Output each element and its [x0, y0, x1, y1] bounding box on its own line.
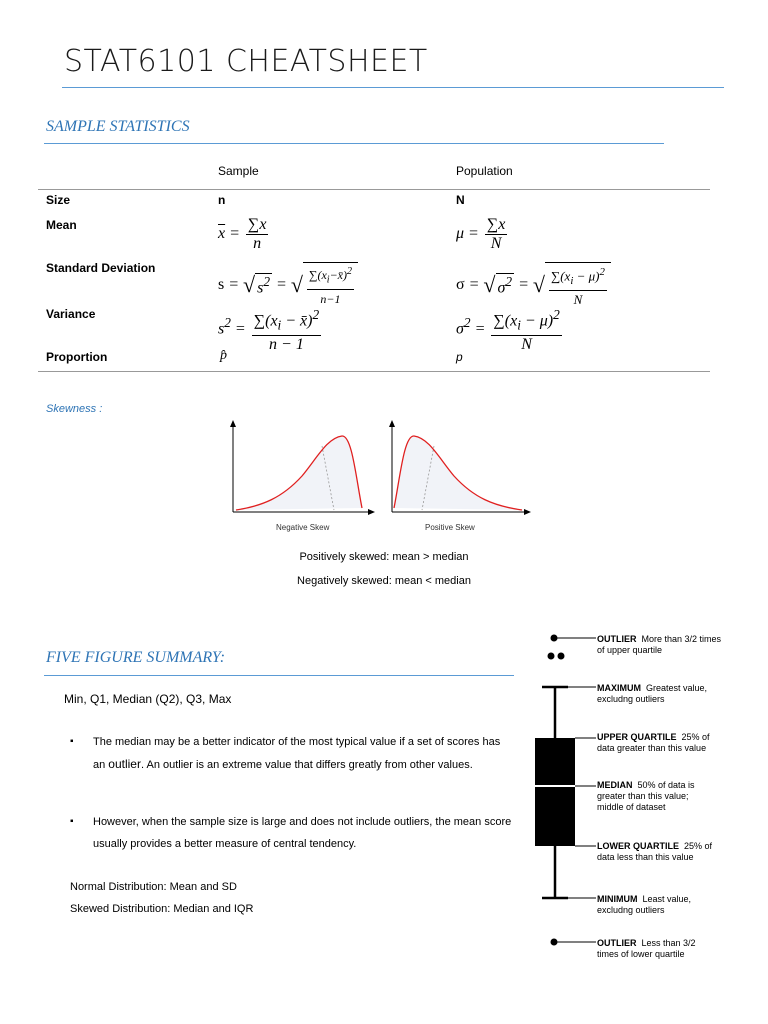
- normal-distribution-note: Normal Distribution: Mean and SD: [70, 881, 237, 893]
- label-outlier-top: OUTLIER More than 3/2 times of upper quartile: [597, 634, 722, 655]
- label-minimum: MINIMUM Least value, excludng outliers: [597, 894, 692, 915]
- section-divider: [44, 143, 664, 144]
- label-median: MEDIAN 50% of data is greater than this value; middle of dataset: [597, 780, 695, 812]
- row-label-size: Size: [46, 193, 71, 207]
- proportion-population: p: [456, 350, 463, 364]
- row-label-variance: Variance: [46, 307, 96, 321]
- positive-skew-plot: [389, 420, 531, 515]
- formula-population-sd: σ = √ $\sigma^2$ = √ $\frac{\sum(x_i - \mu)^2}{N}$: [456, 262, 611, 309]
- label-lower-quartile: LOWER QUARTILE 25% of data less than this value: [597, 841, 713, 862]
- proportion-sample: p̂: [220, 348, 227, 363]
- table-header-rule: [38, 189, 710, 190]
- label-upper-quartile: UPPER QUARTILE 25% of data greater than this value: [597, 732, 710, 753]
- row-label-proportion: Proportion: [46, 350, 108, 364]
- skewness-figure: [222, 418, 532, 523]
- section-heading-sample-statistics: SAMPLE STATISTICS: [46, 118, 190, 135]
- note-negative-skew: Negatively skewed: mean < median: [297, 575, 471, 587]
- bullet-text-mean: However, when the sample size is large and does not include outliers, the mean score usually provides a better measure of central tendency.: [93, 816, 512, 850]
- skewed-distribution-note: Skewed Distribution: Median and IQR: [70, 903, 254, 915]
- column-header-population: Population: [456, 164, 513, 178]
- interquartile-box: [535, 738, 575, 846]
- box-plot-diagram: [530, 628, 600, 958]
- formula-population-mean: μ = $\frac{\sum x}{N}$: [456, 216, 506, 252]
- bullet-marker: ▪: [70, 816, 74, 827]
- formula-population-variance: $\sigma^2$ = $\frac{\sum(x_i - \mu)^2}{N}$: [456, 307, 560, 353]
- label-outlier-bottom: OUTLIER Less than 3/2 times of lower quartile: [597, 938, 696, 959]
- bullet-marker: ▪: [70, 736, 74, 747]
- formula-sample-variance: $s^2$ = $\frac{\sum(x_i - x̄)^2}{n - 1}$: [218, 307, 320, 353]
- skewness-label: Skewness :: [46, 403, 103, 415]
- positive-skew-caption: Positive Skew: [425, 523, 475, 532]
- row-label-standard-deviation: Standard Deviation: [46, 261, 156, 275]
- outlier-point: [548, 653, 555, 660]
- negative-skew-plot: [230, 420, 375, 515]
- label-maximum: MAXIMUM Greatest value, excludng outliers: [597, 683, 708, 704]
- table-bottom-rule: [38, 371, 710, 372]
- formula-sample-mean: $\overline{x}$ = $\frac{\sum x}{n}$: [218, 216, 267, 252]
- outlier-point: [558, 653, 565, 660]
- bullet-text-median: The median may be a better indicator of the most typical value if a set of scores has an outlier. An outlier is an extreme value that differs greatly from other values.: [93, 736, 501, 771]
- note-positive-skew: Positively skewed: mean > median: [299, 551, 469, 563]
- section-heading-five-figure-summary: FIVE FIGURE SUMMARY:: [46, 649, 226, 666]
- formula-sample-sd: s = √ $s^2$ = √ $\frac{\sum(x_i-x̄)^2}{n-1}$: [218, 262, 358, 308]
- size-population: N: [456, 193, 465, 207]
- section-divider: [44, 675, 514, 676]
- size-sample: n: [218, 193, 226, 207]
- row-label-mean: Mean: [46, 218, 77, 232]
- column-header-sample: Sample: [218, 164, 259, 178]
- five-figure-subtitle: Min, Q1, Median (Q2), Q3, Max: [64, 692, 232, 706]
- title-divider: [62, 87, 724, 88]
- page-title: STAT6101 CHEATSHEET: [64, 44, 428, 79]
- negative-skew-caption: Negative Skew: [276, 523, 330, 532]
